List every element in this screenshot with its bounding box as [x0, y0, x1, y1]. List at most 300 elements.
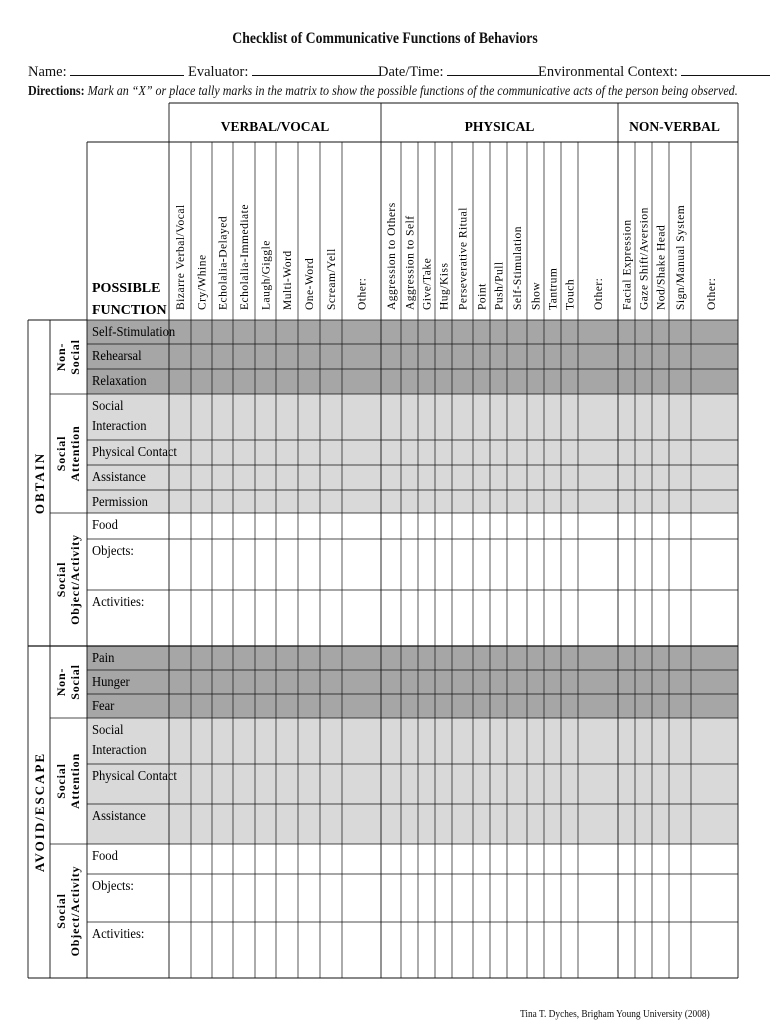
matrix-cell[interactable] [452, 490, 473, 513]
matrix-cell[interactable] [320, 670, 342, 694]
matrix-cell[interactable] [544, 590, 561, 646]
matrix-cell[interactable] [276, 344, 298, 369]
matrix-cell[interactable] [490, 844, 507, 874]
matrix-cell[interactable] [435, 465, 452, 490]
matrix-cell[interactable] [418, 369, 435, 394]
matrix-cell[interactable] [669, 694, 691, 718]
matrix-cell[interactable] [320, 804, 342, 844]
matrix-cell[interactable] [618, 694, 635, 718]
matrix-cell[interactable] [691, 440, 731, 465]
matrix-cell[interactable] [490, 465, 507, 490]
matrix-cell[interactable] [691, 590, 731, 646]
matrix-cell[interactable] [255, 670, 276, 694]
matrix-cell[interactable] [298, 440, 320, 465]
matrix-cell[interactable] [298, 694, 320, 718]
matrix-cell[interactable] [401, 670, 418, 694]
matrix-cell[interactable] [490, 440, 507, 465]
matrix-cell[interactable] [578, 320, 618, 344]
matrix-cell[interactable] [381, 369, 401, 394]
matrix-cell[interactable] [418, 513, 435, 539]
matrix-cell[interactable] [473, 490, 490, 513]
matrix-cell[interactable] [418, 440, 435, 465]
matrix-cell[interactable] [473, 646, 490, 670]
matrix-cell[interactable] [435, 320, 452, 344]
matrix-cell[interactable] [298, 844, 320, 874]
matrix-cell[interactable] [212, 694, 233, 718]
matrix-cell[interactable] [618, 718, 635, 764]
matrix-cell[interactable] [452, 844, 473, 874]
matrix-cell[interactable] [618, 440, 635, 465]
matrix-cell[interactable] [490, 539, 507, 590]
matrix-cell[interactable] [635, 804, 652, 844]
matrix-cell[interactable] [473, 694, 490, 718]
matrix-cell[interactable] [490, 764, 507, 804]
matrix-cell[interactable] [507, 764, 527, 804]
matrix-cell[interactable] [233, 922, 255, 978]
matrix-cell[interactable] [435, 539, 452, 590]
matrix-cell[interactable] [435, 344, 452, 369]
matrix-cell[interactable] [527, 804, 544, 844]
matrix-cell[interactable] [473, 670, 490, 694]
matrix-cell[interactable] [191, 670, 212, 694]
matrix-cell[interactable] [669, 490, 691, 513]
matrix-cell[interactable] [418, 844, 435, 874]
matrix-cell[interactable] [561, 804, 578, 844]
matrix-cell[interactable] [618, 320, 635, 344]
matrix-cell[interactable] [418, 804, 435, 844]
matrix-cell[interactable] [320, 539, 342, 590]
matrix-cell[interactable] [298, 922, 320, 978]
matrix-cell[interactable] [561, 344, 578, 369]
matrix-cell[interactable] [578, 694, 618, 718]
matrix-cell[interactable] [691, 844, 731, 874]
matrix-cell[interactable] [342, 874, 381, 922]
matrix-cell[interactable] [298, 369, 320, 394]
matrix-cell[interactable] [342, 490, 381, 513]
matrix-cell[interactable] [381, 394, 401, 440]
matrix-cell[interactable] [691, 804, 731, 844]
matrix-cell[interactable] [298, 646, 320, 670]
matrix-cell[interactable] [435, 670, 452, 694]
matrix-cell[interactable] [212, 922, 233, 978]
matrix-cell[interactable] [191, 465, 212, 490]
matrix-cell[interactable] [507, 844, 527, 874]
matrix-cell[interactable] [652, 764, 669, 804]
matrix-cell[interactable] [233, 440, 255, 465]
matrix-cell[interactable] [652, 394, 669, 440]
matrix-cell[interactable] [618, 874, 635, 922]
matrix-cell[interactable] [435, 646, 452, 670]
matrix-cell[interactable] [635, 922, 652, 978]
matrix-cell[interactable] [507, 465, 527, 490]
matrix-cell[interactable] [544, 369, 561, 394]
matrix-cell[interactable] [507, 320, 527, 344]
matrix-cell[interactable] [635, 590, 652, 646]
matrix-cell[interactable] [169, 694, 191, 718]
matrix-cell[interactable] [298, 513, 320, 539]
matrix-cell[interactable] [544, 440, 561, 465]
matrix-cell[interactable] [669, 718, 691, 764]
matrix-cell[interactable] [212, 804, 233, 844]
matrix-cell[interactable] [320, 465, 342, 490]
matrix-cell[interactable] [212, 646, 233, 670]
matrix-cell[interactable] [452, 804, 473, 844]
matrix-cell[interactable] [669, 844, 691, 874]
matrix-cell[interactable] [255, 320, 276, 344]
matrix-cell[interactable] [401, 764, 418, 804]
matrix-cell[interactable] [233, 590, 255, 646]
matrix-cell[interactable] [401, 844, 418, 874]
matrix-cell[interactable] [298, 874, 320, 922]
matrix-cell[interactable] [691, 465, 731, 490]
matrix-cell[interactable] [255, 922, 276, 978]
matrix-cell[interactable] [652, 320, 669, 344]
matrix-cell[interactable] [507, 694, 527, 718]
matrix-cell[interactable] [561, 764, 578, 804]
matrix-cell[interactable] [418, 394, 435, 440]
matrix-cell[interactable] [635, 369, 652, 394]
matrix-cell[interactable] [544, 646, 561, 670]
matrix-cell[interactable] [691, 922, 731, 978]
matrix-cell[interactable] [452, 344, 473, 369]
matrix-cell[interactable] [276, 764, 298, 804]
matrix-cell[interactable] [418, 874, 435, 922]
matrix-cell[interactable] [169, 922, 191, 978]
matrix-cell[interactable] [342, 718, 381, 764]
matrix-cell[interactable] [507, 804, 527, 844]
matrix-cell[interactable] [561, 465, 578, 490]
matrix-cell[interactable] [401, 344, 418, 369]
matrix-cell[interactable] [418, 670, 435, 694]
matrix-cell[interactable] [507, 646, 527, 670]
matrix-cell[interactable] [490, 874, 507, 922]
matrix-cell[interactable] [401, 465, 418, 490]
matrix-cell[interactable] [381, 490, 401, 513]
matrix-cell[interactable] [490, 513, 507, 539]
matrix-cell[interactable] [635, 490, 652, 513]
matrix-cell[interactable] [191, 369, 212, 394]
matrix-cell[interactable] [401, 369, 418, 394]
matrix-cell[interactable] [435, 922, 452, 978]
matrix-cell[interactable] [342, 320, 381, 344]
matrix-cell[interactable] [490, 394, 507, 440]
matrix-cell[interactable] [212, 844, 233, 874]
matrix-cell[interactable] [233, 369, 255, 394]
matrix-cell[interactable] [342, 440, 381, 465]
matrix-cell[interactable] [452, 539, 473, 590]
matrix-cell[interactable] [233, 694, 255, 718]
matrix-cell[interactable] [691, 539, 731, 590]
matrix-cell[interactable] [381, 804, 401, 844]
matrix-cell[interactable] [691, 320, 731, 344]
matrix-cell[interactable] [342, 670, 381, 694]
matrix-cell[interactable] [527, 344, 544, 369]
matrix-cell[interactable] [578, 874, 618, 922]
matrix-cell[interactable] [561, 440, 578, 465]
matrix-cell[interactable] [233, 764, 255, 804]
matrix-cell[interactable] [212, 513, 233, 539]
matrix-cell[interactable] [233, 344, 255, 369]
matrix-cell[interactable] [452, 369, 473, 394]
matrix-cell[interactable] [527, 670, 544, 694]
matrix-cell[interactable] [212, 490, 233, 513]
matrix-cell[interactable] [276, 670, 298, 694]
matrix-cell[interactable] [527, 922, 544, 978]
matrix-cell[interactable] [298, 764, 320, 804]
matrix-cell[interactable] [381, 922, 401, 978]
matrix-cell[interactable] [381, 646, 401, 670]
matrix-cell[interactable] [191, 539, 212, 590]
matrix-cell[interactable] [381, 513, 401, 539]
matrix-cell[interactable] [490, 490, 507, 513]
matrix-cell[interactable] [618, 369, 635, 394]
matrix-cell[interactable] [255, 718, 276, 764]
matrix-cell[interactable] [298, 804, 320, 844]
matrix-cell[interactable] [255, 490, 276, 513]
matrix-cell[interactable] [298, 539, 320, 590]
matrix-cell[interactable] [561, 539, 578, 590]
matrix-cell[interactable] [652, 922, 669, 978]
matrix-cell[interactable] [452, 465, 473, 490]
matrix-cell[interactable] [401, 539, 418, 590]
matrix-cell[interactable] [435, 874, 452, 922]
matrix-cell[interactable] [473, 844, 490, 874]
matrix-cell[interactable] [561, 394, 578, 440]
matrix-cell[interactable] [452, 513, 473, 539]
matrix-cell[interactable] [490, 646, 507, 670]
matrix-cell[interactable] [298, 320, 320, 344]
matrix-cell[interactable] [473, 590, 490, 646]
matrix-cell[interactable] [578, 670, 618, 694]
matrix-cell[interactable] [435, 513, 452, 539]
matrix-cell[interactable] [490, 694, 507, 718]
matrix-cell[interactable] [276, 394, 298, 440]
matrix-cell[interactable] [169, 465, 191, 490]
matrix-cell[interactable] [233, 465, 255, 490]
matrix-cell[interactable] [342, 694, 381, 718]
matrix-cell[interactable] [401, 874, 418, 922]
matrix-cell[interactable] [527, 369, 544, 394]
matrix-cell[interactable] [473, 764, 490, 804]
matrix-cell[interactable] [652, 844, 669, 874]
matrix-cell[interactable] [652, 440, 669, 465]
matrix-cell[interactable] [691, 513, 731, 539]
matrix-cell[interactable] [276, 539, 298, 590]
matrix-cell[interactable] [561, 513, 578, 539]
matrix-cell[interactable] [473, 804, 490, 844]
matrix-cell[interactable] [578, 465, 618, 490]
matrix-cell[interactable] [635, 874, 652, 922]
matrix-cell[interactable] [381, 440, 401, 465]
matrix-cell[interactable] [561, 844, 578, 874]
matrix-cell[interactable] [191, 804, 212, 844]
matrix-cell[interactable] [691, 490, 731, 513]
matrix-cell[interactable] [618, 465, 635, 490]
matrix-cell[interactable] [578, 394, 618, 440]
matrix-cell[interactable] [507, 369, 527, 394]
matrix-cell[interactable] [191, 646, 212, 670]
matrix-cell[interactable] [255, 764, 276, 804]
matrix-cell[interactable] [618, 646, 635, 670]
matrix-cell[interactable] [544, 874, 561, 922]
matrix-cell[interactable] [669, 320, 691, 344]
matrix-cell[interactable] [381, 465, 401, 490]
matrix-cell[interactable] [544, 539, 561, 590]
matrix-cell[interactable] [191, 513, 212, 539]
matrix-cell[interactable] [669, 646, 691, 670]
matrix-cell[interactable] [669, 874, 691, 922]
matrix-cell[interactable] [191, 922, 212, 978]
matrix-cell[interactable] [169, 539, 191, 590]
matrix-cell[interactable] [527, 513, 544, 539]
matrix-cell[interactable] [669, 344, 691, 369]
matrix-cell[interactable] [401, 804, 418, 844]
matrix-cell[interactable] [320, 718, 342, 764]
matrix-cell[interactable] [342, 344, 381, 369]
matrix-cell[interactable] [527, 590, 544, 646]
matrix-cell[interactable] [255, 440, 276, 465]
matrix-cell[interactable] [401, 646, 418, 670]
matrix-cell[interactable] [635, 764, 652, 804]
matrix-cell[interactable] [652, 804, 669, 844]
matrix-cell[interactable] [652, 465, 669, 490]
matrix-cell[interactable] [212, 440, 233, 465]
matrix-cell[interactable] [473, 874, 490, 922]
matrix-cell[interactable] [255, 804, 276, 844]
matrix-cell[interactable] [255, 465, 276, 490]
matrix-cell[interactable] [342, 804, 381, 844]
matrix-cell[interactable] [381, 670, 401, 694]
matrix-cell[interactable] [342, 646, 381, 670]
matrix-cell[interactable] [212, 670, 233, 694]
matrix-cell[interactable] [635, 320, 652, 344]
matrix-cell[interactable] [578, 718, 618, 764]
matrix-cell[interactable] [255, 539, 276, 590]
matrix-cell[interactable] [418, 344, 435, 369]
matrix-cell[interactable] [255, 369, 276, 394]
matrix-cell[interactable] [578, 369, 618, 394]
matrix-cell[interactable] [635, 844, 652, 874]
matrix-cell[interactable] [435, 369, 452, 394]
matrix-cell[interactable] [561, 369, 578, 394]
matrix-cell[interactable] [635, 539, 652, 590]
matrix-cell[interactable] [191, 344, 212, 369]
matrix-cell[interactable] [298, 465, 320, 490]
matrix-cell[interactable] [669, 369, 691, 394]
matrix-cell[interactable] [635, 646, 652, 670]
matrix-cell[interactable] [233, 844, 255, 874]
matrix-cell[interactable] [233, 539, 255, 590]
matrix-cell[interactable] [473, 513, 490, 539]
matrix-cell[interactable] [435, 694, 452, 718]
matrix-cell[interactable] [490, 670, 507, 694]
matrix-cell[interactable] [527, 694, 544, 718]
matrix-cell[interactable] [342, 844, 381, 874]
matrix-cell[interactable] [507, 440, 527, 465]
matrix-cell[interactable] [561, 646, 578, 670]
matrix-cell[interactable] [507, 513, 527, 539]
matrix-cell[interactable] [452, 320, 473, 344]
matrix-cell[interactable] [618, 539, 635, 590]
matrix-cell[interactable] [691, 646, 731, 670]
matrix-cell[interactable] [473, 440, 490, 465]
matrix-cell[interactable] [169, 490, 191, 513]
matrix-cell[interactable] [381, 718, 401, 764]
matrix-cell[interactable] [342, 590, 381, 646]
matrix-cell[interactable] [452, 694, 473, 718]
matrix-cell[interactable] [691, 694, 731, 718]
matrix-cell[interactable] [169, 369, 191, 394]
matrix-cell[interactable] [635, 394, 652, 440]
matrix-cell[interactable] [544, 465, 561, 490]
matrix-cell[interactable] [578, 590, 618, 646]
matrix-cell[interactable] [169, 718, 191, 764]
matrix-cell[interactable] [652, 539, 669, 590]
matrix-cell[interactable] [191, 440, 212, 465]
matrix-cell[interactable] [691, 670, 731, 694]
matrix-cell[interactable] [527, 490, 544, 513]
matrix-cell[interactable] [342, 465, 381, 490]
matrix-cell[interactable] [618, 922, 635, 978]
matrix-cell[interactable] [276, 369, 298, 394]
matrix-cell[interactable] [191, 874, 212, 922]
matrix-cell[interactable] [320, 844, 342, 874]
matrix-cell[interactable] [381, 590, 401, 646]
matrix-cell[interactable] [435, 804, 452, 844]
matrix-cell[interactable] [669, 394, 691, 440]
matrix-cell[interactable] [691, 394, 731, 440]
matrix-cell[interactable] [435, 440, 452, 465]
matrix-cell[interactable] [255, 694, 276, 718]
matrix-cell[interactable] [618, 394, 635, 440]
matrix-cell[interactable] [691, 344, 731, 369]
matrix-cell[interactable] [652, 718, 669, 764]
matrix-cell[interactable] [490, 804, 507, 844]
matrix-cell[interactable] [381, 844, 401, 874]
matrix-cell[interactable] [669, 670, 691, 694]
matrix-cell[interactable] [544, 670, 561, 694]
matrix-cell[interactable] [212, 590, 233, 646]
matrix-cell[interactable] [473, 718, 490, 764]
matrix-cell[interactable] [527, 465, 544, 490]
matrix-cell[interactable] [255, 844, 276, 874]
matrix-cell[interactable] [418, 646, 435, 670]
matrix-cell[interactable] [276, 718, 298, 764]
matrix-cell[interactable] [618, 844, 635, 874]
matrix-cell[interactable] [320, 646, 342, 670]
matrix-cell[interactable] [669, 440, 691, 465]
matrix-cell[interactable] [652, 344, 669, 369]
matrix-cell[interactable] [669, 539, 691, 590]
matrix-cell[interactable] [401, 590, 418, 646]
matrix-cell[interactable] [452, 718, 473, 764]
matrix-cell[interactable] [635, 718, 652, 764]
matrix-cell[interactable] [618, 804, 635, 844]
matrix-cell[interactable] [191, 764, 212, 804]
matrix-cell[interactable] [669, 513, 691, 539]
matrix-cell[interactable] [490, 369, 507, 394]
matrix-cell[interactable] [401, 394, 418, 440]
matrix-cell[interactable] [561, 694, 578, 718]
matrix-cell[interactable] [212, 344, 233, 369]
matrix-cell[interactable] [435, 764, 452, 804]
matrix-cell[interactable] [452, 670, 473, 694]
matrix-cell[interactable] [544, 513, 561, 539]
matrix-cell[interactable] [212, 320, 233, 344]
matrix-cell[interactable] [507, 539, 527, 590]
matrix-cell[interactable] [578, 490, 618, 513]
matrix-cell[interactable] [191, 490, 212, 513]
